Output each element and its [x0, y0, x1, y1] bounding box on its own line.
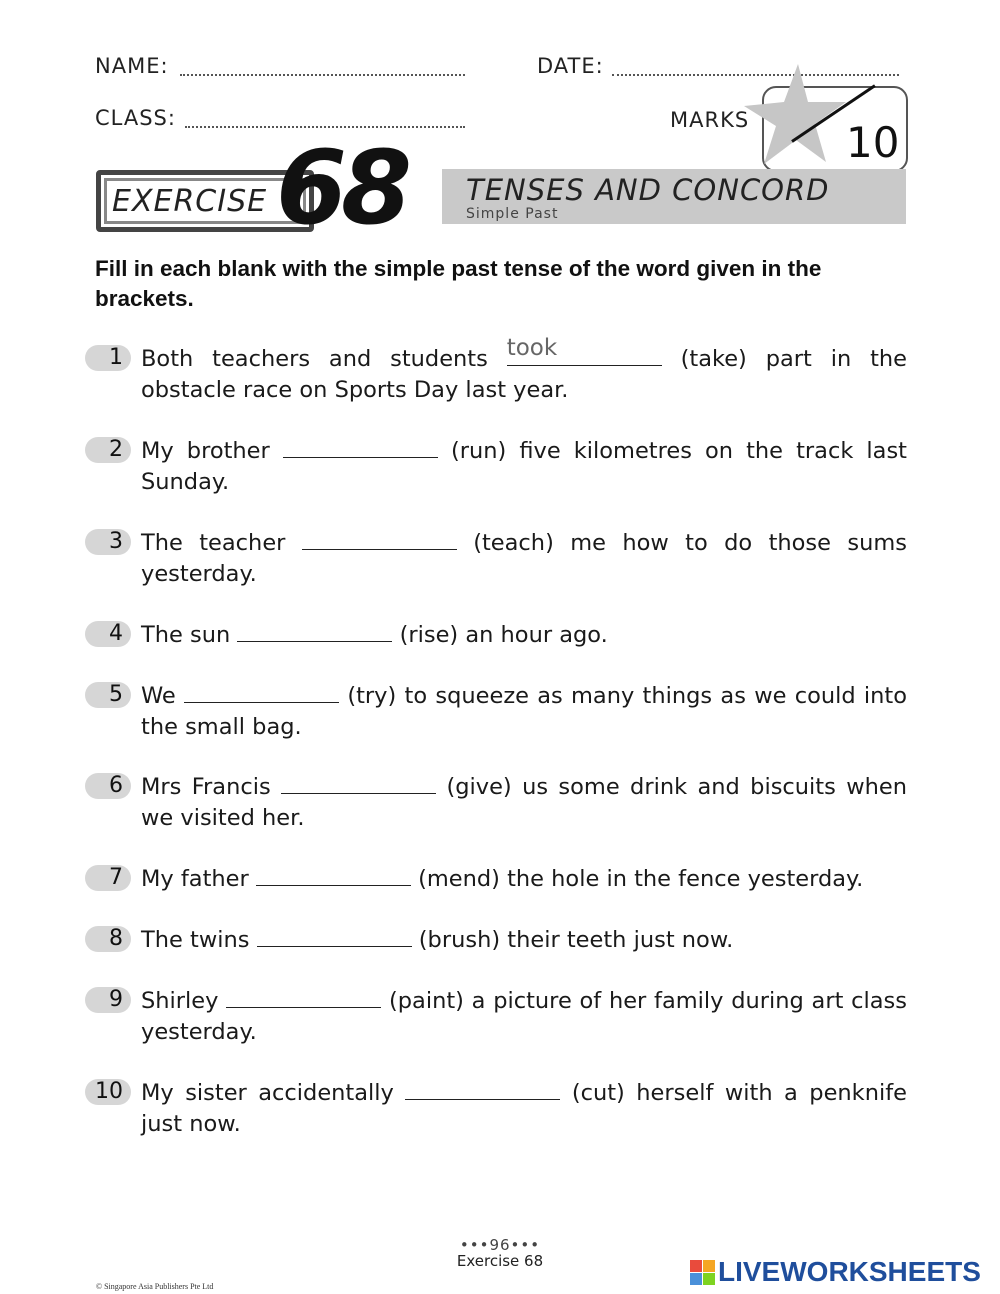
- question-number: 3: [85, 529, 131, 555]
- answer-text: took: [506, 335, 558, 361]
- exercise-number: 68: [276, 129, 406, 248]
- marks-total: 10: [846, 118, 900, 167]
- question-before: Both teachers and students: [141, 346, 488, 372]
- exercise-subtitle: Simple Past: [466, 206, 559, 222]
- question-item: [85, 1077, 907, 1140]
- exercise-label: EXERCISE: [112, 184, 268, 219]
- answer-blank[interactable]: [405, 1077, 560, 1100]
- footer-exercise: Exercise 68: [456, 1252, 544, 1270]
- class-label: CLASS:: [95, 106, 176, 130]
- name-label: NAME:: [95, 54, 169, 78]
- question-after: (paint) a picture of her family during art class yesterday.: [141, 988, 908, 1045]
- question-number: 10: [85, 1079, 131, 1105]
- answer-blank[interactable]: [506, 335, 662, 366]
- question-text: [141, 863, 907, 895]
- question-after: (brush) their teeth just now.: [418, 927, 734, 953]
- question-item: [85, 619, 907, 651]
- question-before: My sister accidentally: [141, 1080, 394, 1106]
- question-text: [141, 335, 907, 406]
- answer-blank[interactable]: [256, 863, 411, 886]
- class-field[interactable]: [185, 126, 465, 128]
- question-item: [85, 863, 907, 895]
- date-label: DATE:: [537, 54, 604, 78]
- question-item: [85, 335, 907, 406]
- question-text: [141, 619, 907, 651]
- question-before: Shirley: [141, 988, 219, 1014]
- answer-blank[interactable]: [226, 985, 381, 1008]
- question-text: [141, 527, 907, 590]
- question-number: 7: [85, 865, 131, 891]
- question-number: 9: [85, 987, 131, 1013]
- question-after: (cut) herself with a penknife just now.: [141, 1080, 907, 1137]
- question-number: 4: [85, 621, 131, 647]
- question-text: [141, 1077, 907, 1140]
- question-number: 1: [85, 345, 131, 371]
- question-number: 8: [85, 926, 131, 952]
- answer-blank[interactable]: [257, 924, 412, 947]
- question-item: [85, 680, 907, 743]
- name-field[interactable]: [180, 74, 465, 76]
- question-before: Mrs Francis: [141, 774, 271, 800]
- answer-blank[interactable]: [184, 680, 339, 703]
- question-text: [141, 771, 907, 834]
- instruction: Fill in each blank with the simple past tense of the word given in the brackets.: [95, 256, 822, 311]
- answer-blank[interactable]: [281, 771, 436, 794]
- question-item: [85, 985, 907, 1048]
- liveworksheets-text: LIVEWORKSHEETS: [718, 1256, 981, 1287]
- question-text: [141, 924, 907, 956]
- question-item: [85, 771, 907, 834]
- liveworksheets-icon: [690, 1260, 715, 1285]
- question-text: [141, 985, 907, 1048]
- question-after: (teach) me how to do those sums yesterday.: [141, 530, 908, 587]
- question-item: [85, 435, 907, 498]
- answer-blank[interactable]: [302, 527, 457, 550]
- star-icon: [738, 62, 848, 172]
- question-before: The teacher: [141, 530, 286, 556]
- question-before: The sun: [141, 622, 231, 648]
- question-text: [141, 680, 907, 743]
- question-text: [141, 435, 907, 498]
- liveworksheets-logo[interactable]: [690, 1256, 981, 1288]
- question-item: [85, 924, 907, 956]
- page-number: •••96•••: [459, 1236, 541, 1254]
- question-number: 5: [85, 682, 131, 708]
- question-after: (mend) the hole in the fence yesterday.: [418, 866, 864, 892]
- question-before: The twins: [141, 927, 250, 953]
- question-before: We: [141, 683, 176, 709]
- question-after: (take) part in the obstacle race on Sports Day last year.: [141, 346, 907, 403]
- question-after: (rise) an hour ago.: [399, 622, 608, 648]
- question-item: [85, 527, 907, 590]
- marks-label: MARKS: [670, 108, 750, 132]
- answer-blank[interactable]: [237, 619, 392, 642]
- copyright: © Singapore Asia Publishers Pte Ltd: [96, 1282, 214, 1291]
- question-number: 6: [85, 773, 131, 799]
- answer-blank[interactable]: [283, 435, 438, 458]
- question-before: My brother: [141, 438, 270, 464]
- question-after: (run) five kilometres on the track last Sunday.: [141, 438, 907, 495]
- question-after: (try) to squeeze as many things as we could into the small bag.: [141, 683, 907, 740]
- question-before: My father: [141, 866, 249, 892]
- question-number: 2: [85, 437, 131, 463]
- question-after: (give) us some drink and biscuits when we visited her.: [141, 774, 907, 831]
- exercise-title: TENSES AND CONCORD: [466, 173, 830, 207]
